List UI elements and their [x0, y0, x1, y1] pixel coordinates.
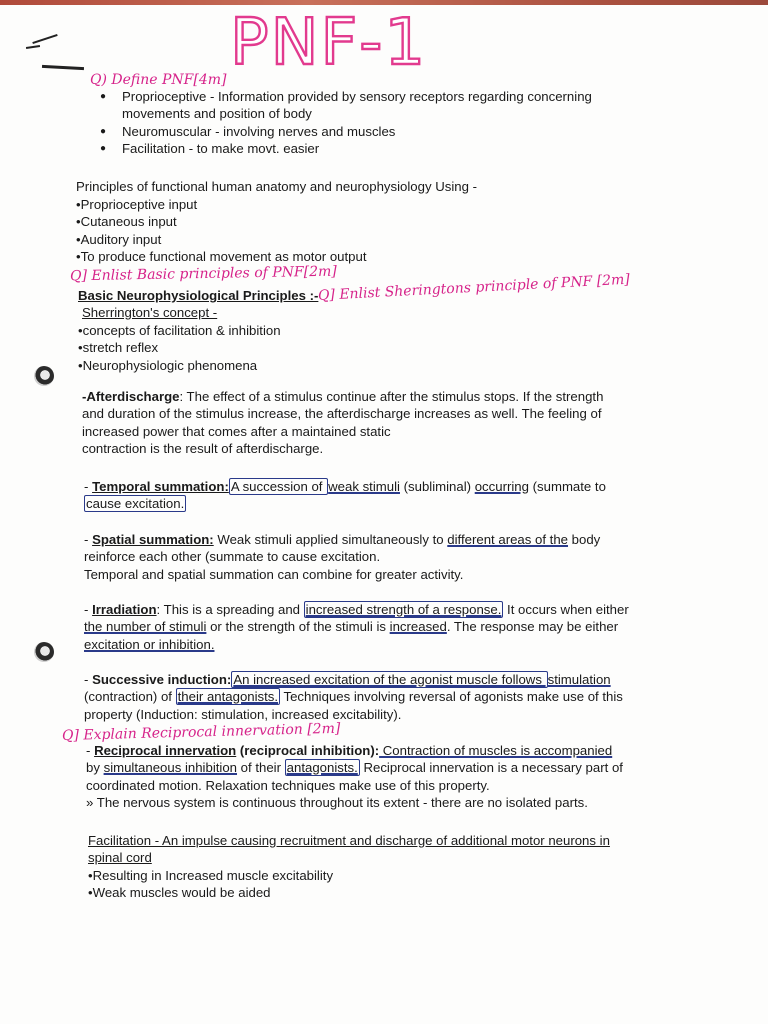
irradiation-label: Irradiation: [92, 602, 157, 617]
list-item: • Cutaneous input: [76, 213, 367, 230]
facilitation-list: [88, 867, 610, 902]
list-item: • Proprioceptive input: [76, 196, 367, 213]
spatial-summation-label: Spatial summation:: [92, 532, 214, 547]
question-sherrington: Q] Enlist Sheringtons principle of PNF [2m]: [317, 271, 631, 304]
successive-induction-paragraph: - Successive induction: An increased excitation of the agonist muscle follows stimulation (contraction) of their antagonists. Techniques involving reversal of agonists make use of this property (Induction: stimulation, increased excitability).: [84, 672, 623, 722]
list-item: • Auditory input: [76, 231, 367, 248]
list-item: • Weak muscles would be aided: [88, 884, 610, 901]
temporal-summation-label: Temporal summation:: [92, 479, 229, 494]
list-item: ● Neuromuscular - involving nerves and muscles: [98, 123, 592, 140]
pen-mark: [32, 34, 57, 44]
paper-top-edge: [0, 0, 768, 5]
list-item: • Resulting in Increased muscle excitability: [88, 867, 610, 884]
list-item-continuation: movements and position of body: [122, 106, 312, 122]
principles-intro: Principles of functional human anatomy and neurophysiology Using -: [76, 179, 477, 194]
sherrington-list: [78, 322, 281, 374]
list-item: ● Proprioceptive - Information provided by sensory receptors regarding concerning: [98, 88, 592, 105]
principles-list: [76, 196, 367, 266]
list-item: • concepts of facilitation & inhibition: [78, 322, 281, 339]
reciprocal-innervation-paragraph: - Reciprocal innervation (reciprocal inhibition): Contraction of muscles is accompanied by simultaneous inhibition of their antagonists. Reciprocal innervation is a necessary part of coordinated motion. Relaxation techniques make use of this property. » The nervous system is continuous throughout its extent - there are no isolated parts.: [86, 743, 623, 811]
spatial-summation-paragraph: - Spatial summation: Weak stimuli applied simultaneously to different areas of the body reinforce each other (summate to cause excitation. Temporal and spatial summation can combine for greater activity.: [84, 532, 601, 582]
pen-mark: [26, 45, 40, 49]
afterdischarge-label: -Afterdischarge: [82, 389, 180, 404]
question-basic-principles: Q] Enlist Basic principles of PNF[2m]: [69, 263, 337, 285]
list-item: ● Facilitation - to make movt. easier: [98, 140, 592, 157]
page-title: PNF-1: [230, 6, 428, 80]
question-define-pnf: Q) Define PNF[4m]: [90, 72, 227, 88]
list-item: • To produce functional movement as motor output: [76, 248, 367, 265]
reciprocal-innervation-label: Reciprocal innervation: [94, 743, 237, 758]
list-item: • Neurophysiologic phenomena: [78, 357, 281, 374]
irradiation-paragraph: - Irradiation: This is a spreading and increased strength of a response. It occurs when either the number of stimuli or the strength of the stimuli is increased. The response may be either excitation or inhibition.: [84, 602, 629, 652]
punch-hole-mark: [34, 642, 54, 662]
facilitation-paragraph: Facilitation - An impulse causing recruitment and discharge of additional motor neurons in spinal cord • Resulting in Increased muscle excitability • Weak muscles would be aided: [88, 832, 610, 902]
afterdischarge-paragraph: -Afterdischarge: The effect of a stimulus continue after the stimulus stops. If the strength and duration of the stimulus increase, the afterdischarge increases as well. The feeling of increased power that comes after a maintained static contraction is the result of afterdischarge.: [82, 389, 604, 457]
facilitation-definition: Facilitation - An impulse causing recruitment and discharge of additional motor neurons in: [88, 833, 610, 848]
definition-list: [98, 88, 592, 158]
pen-mark: [42, 65, 84, 70]
temporal-summation-paragraph: - Temporal summation: A succession of weak stimuli (subliminal) occurring (summate to cause excitation.: [84, 479, 606, 512]
sherrington-heading: Sherrington's concept -: [82, 305, 218, 320]
list-item: • stretch reflex: [78, 339, 281, 356]
punch-hole-mark: [34, 366, 54, 386]
question-reciprocal: Q] Explain Reciprocal innervation [2m]: [61, 720, 341, 744]
successive-induction-label: Successive induction:: [92, 672, 232, 687]
basic-principles-heading: Basic Neurophysiological Principles :-: [78, 288, 319, 303]
